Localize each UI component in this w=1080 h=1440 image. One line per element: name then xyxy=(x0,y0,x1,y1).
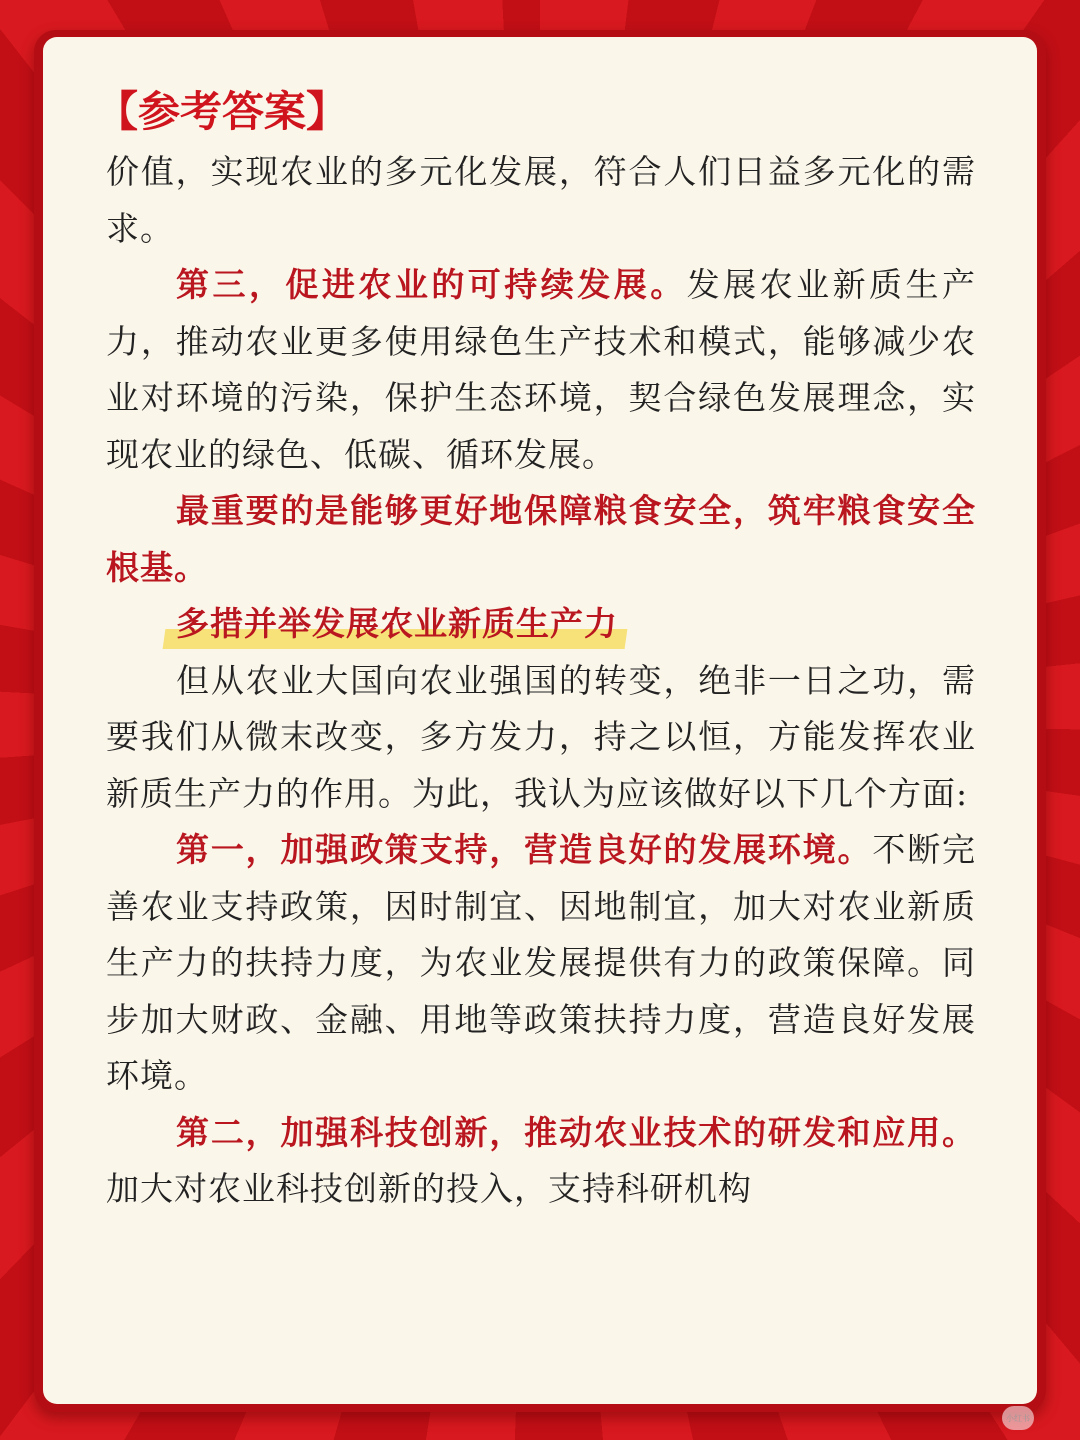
point-third-title: 第三，促进农业的可持续发展。 xyxy=(176,265,687,304)
highlighted-subheading: 多措并举发展农业新质生产力 xyxy=(176,596,618,653)
point-third-text: 发展农业新质生产力，推动农业更多使用绿色生产技术和模式，能够减少农业对环境的污染，保护生态环境，契合绿色发展理念，实现农业的绿色、低碳、循环发展。 xyxy=(106,265,977,474)
point-first-text: 不断完善农业支持政策，因时制宜、因地制宜，加大对农业新质生产力的扶持力度，为农业发展提供有力的政策保障。同步加大财政、金融、用地等政策扶持力度，营造良好发展环境。 xyxy=(106,830,977,1095)
point-second-text: 加大对农业科技创新的投入，支持科研机构 xyxy=(106,1169,752,1208)
paragraph-food-security: 最重要的是能够更好地保障粮食安全，筑牢粮食安全根基。 xyxy=(106,491,976,587)
paragraph-transition: 但从农业大国向农业强国的转变，绝非一日之功，需要我们从微末改变，多方发力，持之以恒，方能发挥农业新质生产力的作用。为此，我认为应该做好以下几个方面: xyxy=(106,660,976,813)
subheading-wrap xyxy=(106,596,976,653)
answer-content xyxy=(96,80,977,1218)
point-first-title: 第一，加强政策支持，营造良好的发展环境。 xyxy=(176,830,873,869)
answer-heading: 【参考答案】 xyxy=(96,87,349,136)
paragraph-first xyxy=(106,822,976,1105)
answer-body xyxy=(106,144,976,1218)
paragraph-second xyxy=(106,1105,976,1218)
paragraph-value: 价值，实现农业的多元化发展，符合人们日益多元化的需求。 xyxy=(106,152,976,248)
point-second-title: 第二，加强科技创新，推动农业技术的研发和应用。 xyxy=(176,1112,976,1152)
paragraph-third xyxy=(106,257,976,483)
watermark-logo: 小红书 xyxy=(1002,1406,1034,1430)
